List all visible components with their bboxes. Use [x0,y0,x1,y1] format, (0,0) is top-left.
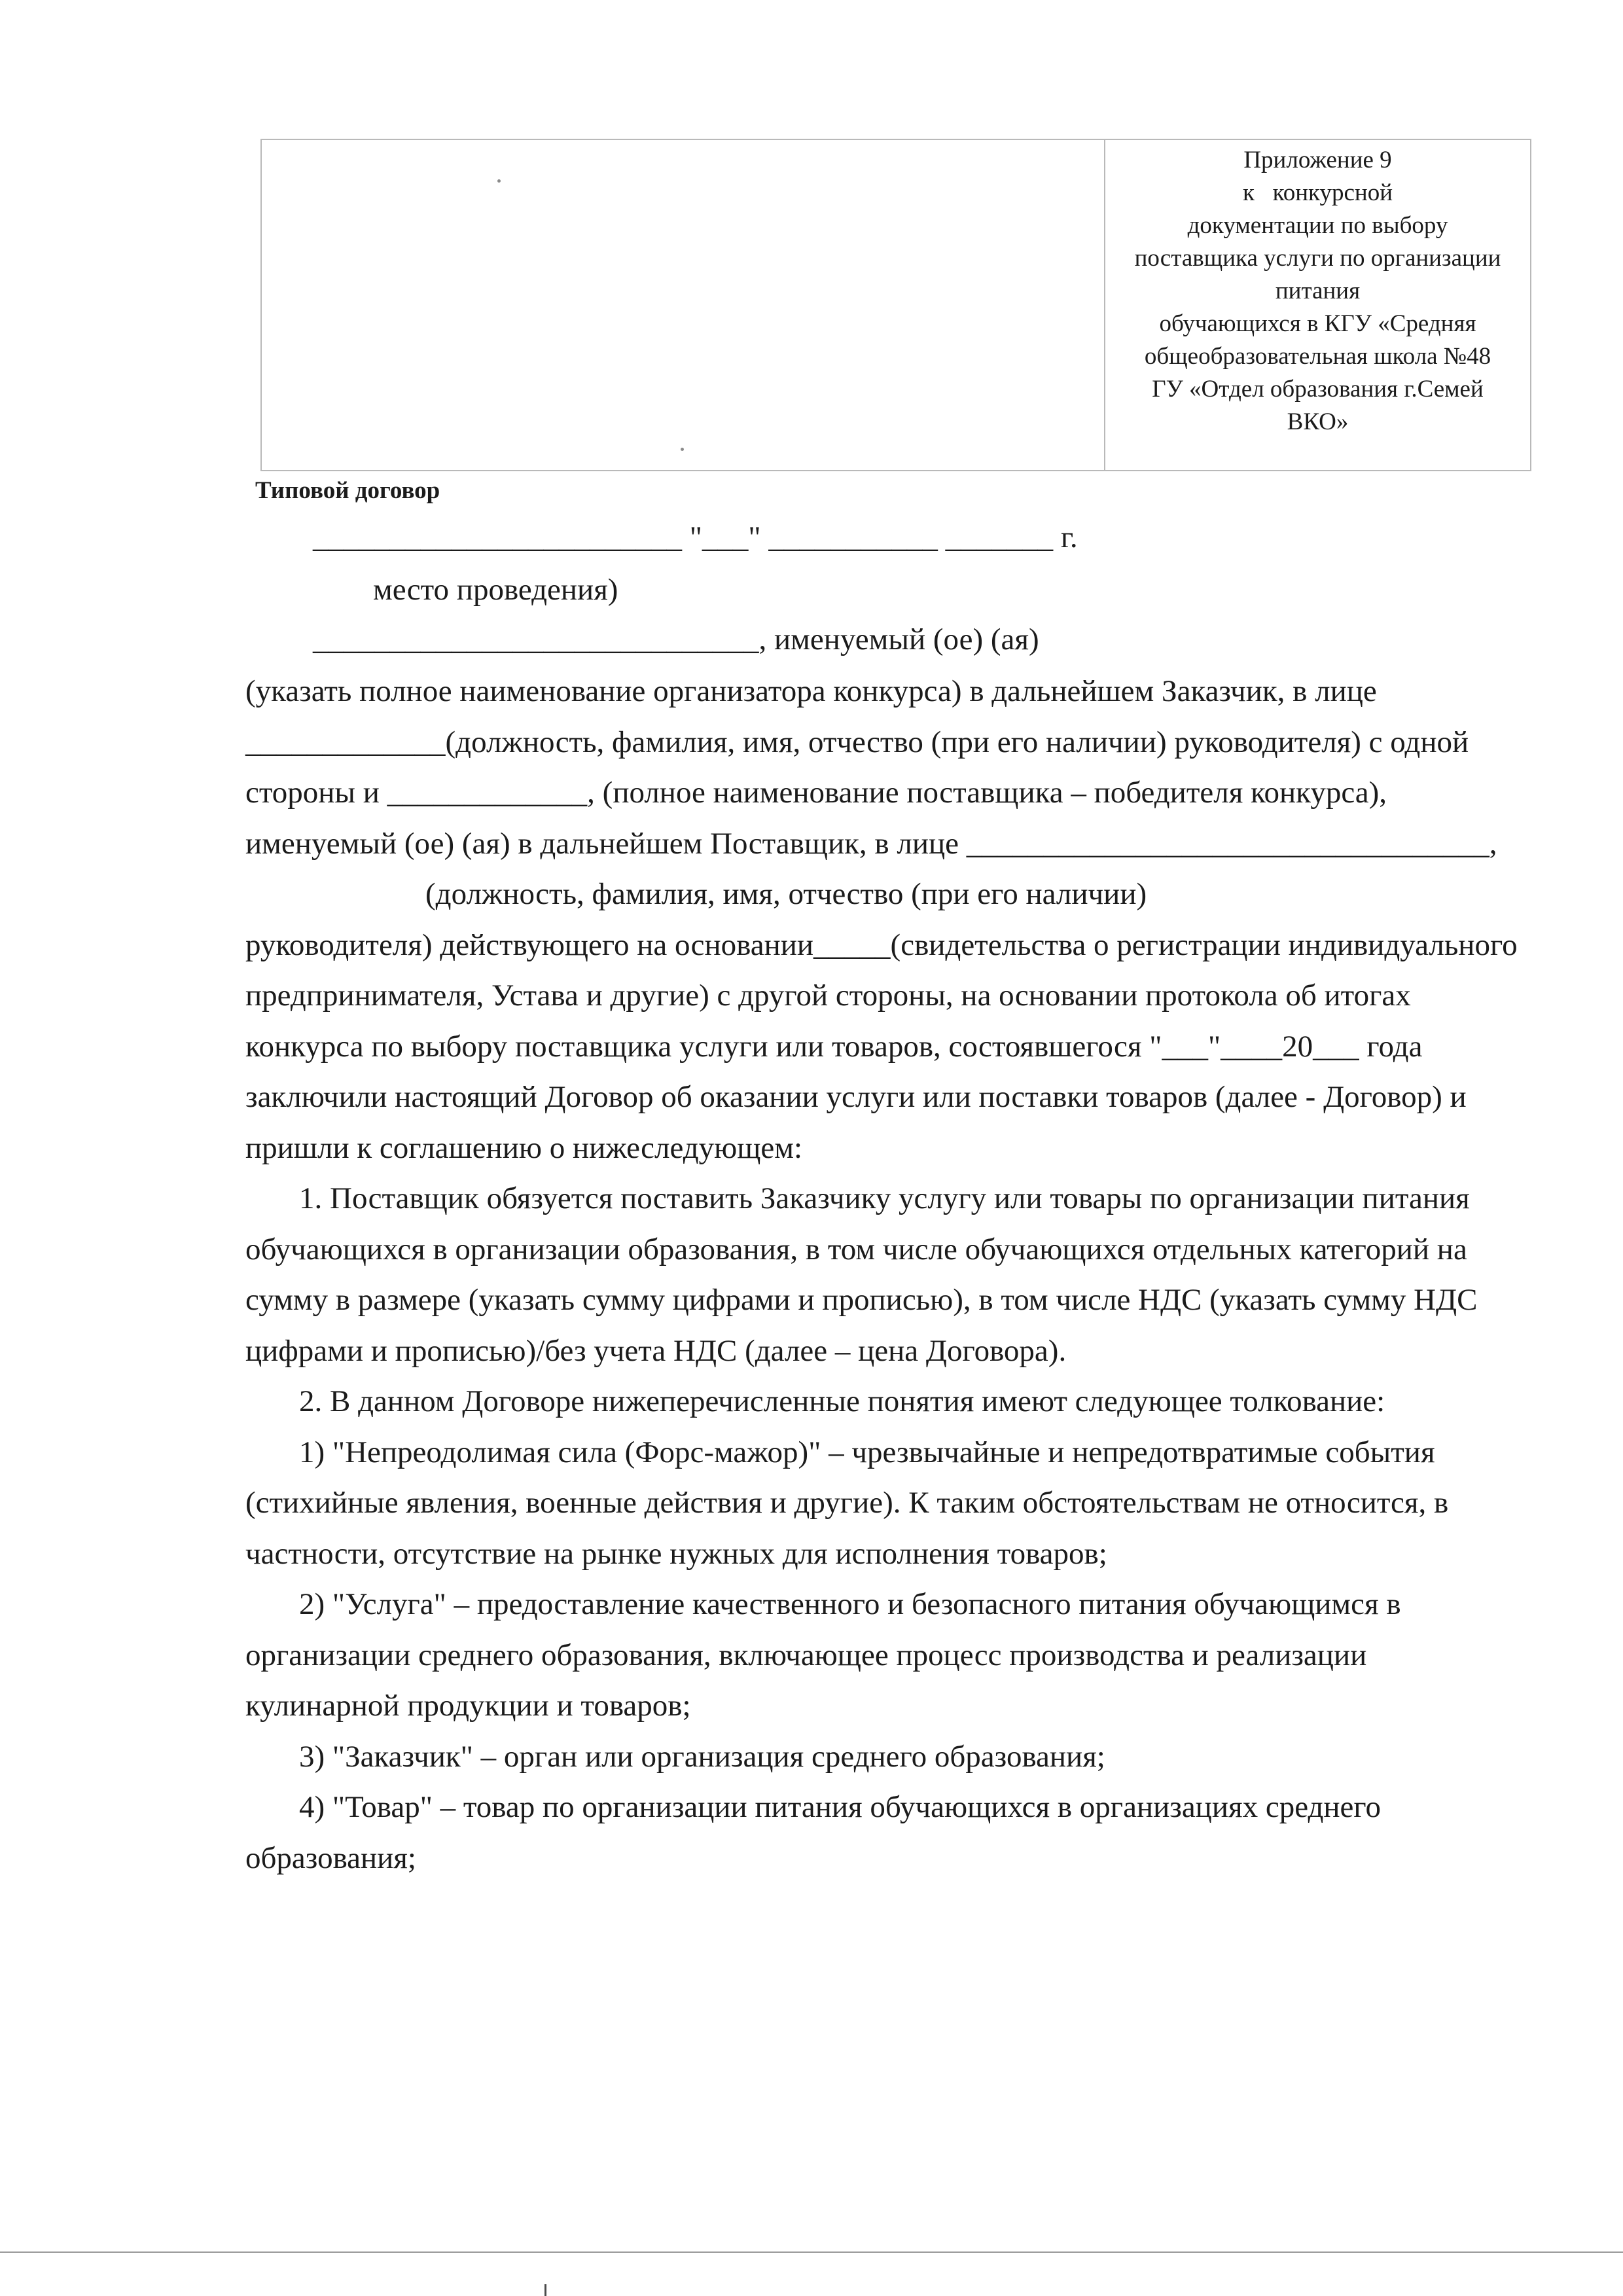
basis-paragraph: руководителя) действующего на основании_____(свидетельства о регистрации индивидуального предпринимателя, Устава и другие) с другой стороны, на основании протокола об итогах конкурса по выбору поставщика услуги или товаров, состоявшегося "___"____20___ года заключили настоящий Договор об оказании услуги или поставки товаров (далее - Договор) и пришли к соглашению о нижеследующем: [245,927,1518,1165]
appendix-line: обучающихся в КГУ «Средняя [1159,310,1476,337]
scan-mark [544,2284,546,2296]
appendix-line: ГУ «Отдел образования г.Семей [1152,376,1484,403]
appendix-line: документации по выбору [1187,212,1448,239]
appendix-line: ВКО» [1287,408,1349,435]
header-table [260,139,1531,471]
representative-note: (должность, фамилия, имя, отчество (при его наличии) [425,877,1147,911]
customer-name-line: _____________________________, именуемый (ое) (ая) [313,622,1039,656]
place-label: место проведения) [373,573,618,607]
scan-speck [497,179,501,183]
appendix-line: общеобразовательная школа №48 [1144,343,1491,370]
page-bottom-rule [0,2251,1623,2253]
scan-speck [681,448,684,451]
clause-1: 1. Поставщик обязуется поставить Заказчику услугу или товары по организации питания обучающихся в организации образования, в том числе обучающихся отдельных категорий на сумму в размере (указать сумму цифрами и прописью), в том числе НДС (указать сумму НДС цифрами и прописью)/без учета НДС (далее – цена Договора). [245,1181,1478,1368]
document-type-title: Типовой договор [255,477,440,504]
parties-paragraph: (указать полное наименование организатора конкурса) в дальнейшем Заказчик, в лице _____________(должность, фамилия, имя, отчество (при его наличии) руководителя) с одной стороны и _____________, (полное наименование поставщика – победителя конкурса), именуемый (ое) (ая) в дальнейшем Поставщик, в лице __________________________________, [245,674,1497,861]
definition-service: 2) "Услуга" – предоставление качественного и безопасного питания обучающимся в организации среднего образования, включающее процесс производства и реализации кулинарной продукции и товаров; [245,1587,1401,1723]
definition-goods: 4) "Товар" – товар по организации питания обучающихся в организациях среднего образования; [245,1790,1381,1875]
appendix-line: поставщика услуги по организации [1134,245,1501,272]
clause-2: 2. В данном Договоре нижеперечисленные понятия имеют следующее толкование: [299,1384,1385,1418]
appendix-line: Приложение 9 [1243,147,1392,173]
header-empty-cell [262,140,1105,470]
date-line: ________________________ "___" ___________ _______ г. [313,520,1078,554]
definition-force-majeure: 1) "Непреодолимая сила (Форс-мажор)" – чрезвычайные и непредотвратимые события (стихийные явления, военные действия и другие). К таким обстоятельствам не относится, в частности, отсутствие на рынке нужных для исполнения товаров; [245,1435,1449,1571]
appendix-line: к конкурсной [1242,179,1393,206]
appendix-cell [1105,140,1530,470]
contract-body [245,666,1528,1884]
definition-customer: 3) "Заказчик" – орган или организация среднего образования; [299,1739,1105,1774]
appendix-line: питания [1275,278,1361,304]
